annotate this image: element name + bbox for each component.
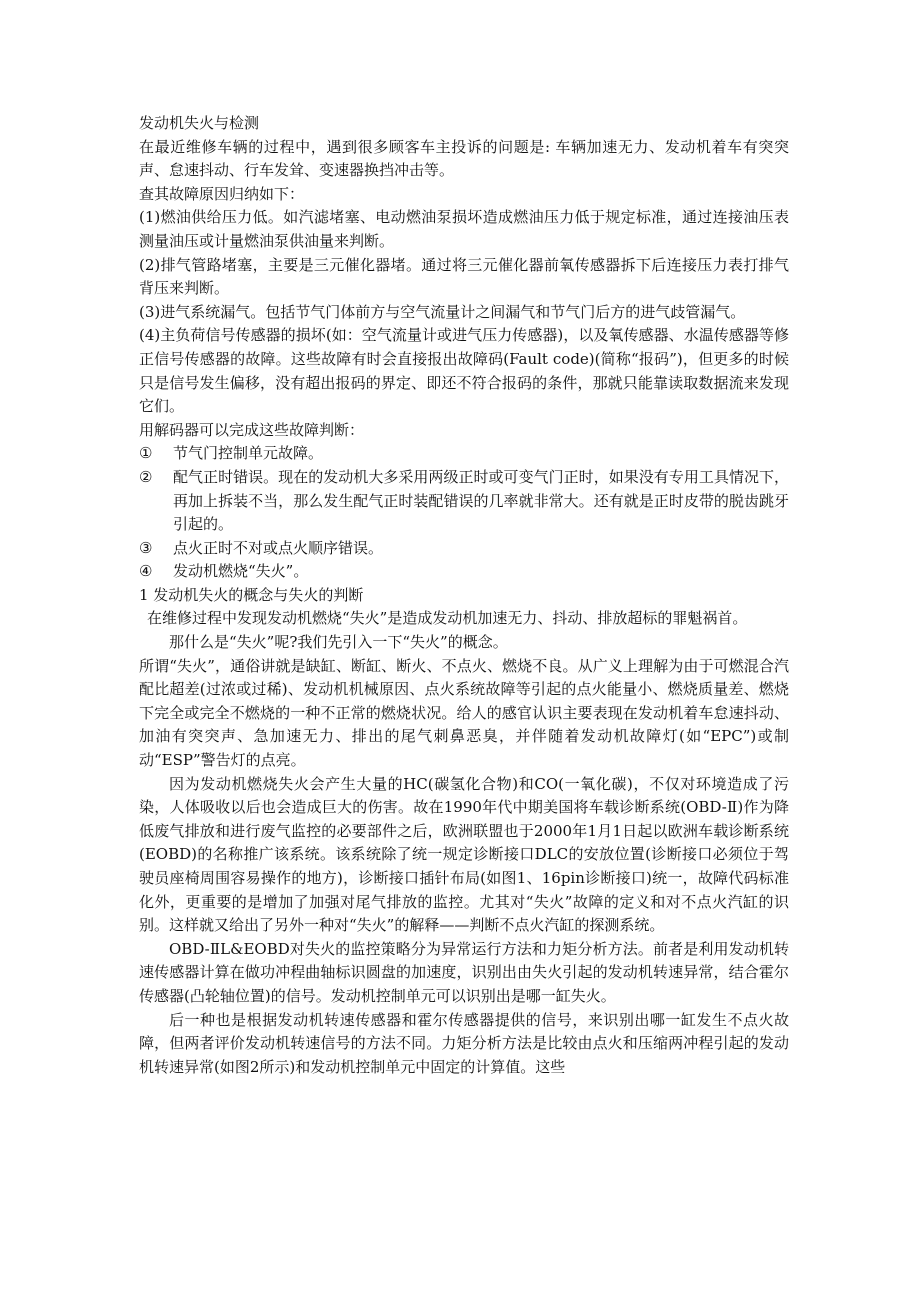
cause-item-2: (2)排气管路堵塞，主要是三元催化器堵。通过将三元催化器前氧传感器拆下后连接压力表打排气背压来判断。: [139, 255, 789, 298]
cause-item-1: (1)燃油供给压力低。如汽滤堵塞、电动燃油泵损坏造成燃油压力低于规定标准，通过连接油压表测量油压或计量燃油泵供油量来判断。: [139, 208, 789, 250]
enum-text: 配气正时错误。现在的发动机大多采用两级正时或可变气门正时，如果没有专用工具情况下，再加上拆装不当，那么发生配气正时装配错误的几率就非常大。还有就是正时皮带的脱齿跳牙引起的。: [173, 467, 789, 534]
cause-item-4: (4)主负荷信号传感器的损坏(如：空气流量计或进气压力传感器)，以及氧传感器、水温传感器等修正信号传感器的故障。这些故障有时会直接报出故障码(Fault code)(简称“报码”)，但更多的时候只是信号发生偏移，没有超出报码的界定、即还不符合报码的条件，那就只能靠读取数据流来发现它们。: [139, 326, 789, 416]
enum-marker: ④: [139, 562, 153, 581]
enum-marker: ②: [139, 467, 153, 486]
section-heading: 1 发动机失火的概念与失火的判断: [139, 585, 364, 604]
enum-marker: ③: [139, 538, 153, 557]
decoder-heading: 用解码器可以完成这些故障判断：: [139, 420, 365, 439]
decoder-item-3: [139, 537, 789, 561]
enum-text: 发动机燃烧“失火”。: [173, 562, 309, 581]
decoder-item-2: [139, 466, 789, 537]
body-paragraph-3: 因为发动机燃烧失火会产生大量的HC(碳氢化合物)和CO(一氧化碳)，不仅对环境造成了污染，人体吸收以后也会造成巨大的伤害。故在1990年代中期美国将车载诊断系统(OBD-Ⅱ)作为降低废气排放和进行废气监控的必要部件之后，欧洲联盟也于2000年1月1日起以欧洲车载诊断系统(EOBD)的名称推广该系统。该系统除了统一规定诊断接口DLC的安放位置(诊断接口必须位于驾驶员座椅周围容易操作的地方)，诊断接口插针布局(如图1、16pin诊断接口)统一，故障代码标准化外，更重要的是增加了加强对尾气排放的监控。尤其对“失火”故障的定义和对不点火汽缸的识别。这样就又给出了另外一种对“失火”的解释——判断不点火汽缸的探测系统。: [139, 774, 789, 935]
document-title: 发动机失火与检测: [139, 114, 260, 132]
document-page: [139, 112, 789, 1079]
body-paragraph-4: OBD-ⅡL&EOBD对失火的监控策略分为异常运行方法和力矩分析方法。前者是利用发动机转速传感器计算在做功冲程曲轴标识圆盘的加速度，识别出由失火引起的发动机转速异常，结合霍尔传感器(凸轮轴位置)的信号。发动机控制单元可以识别出是哪一缸失火。: [139, 939, 789, 1005]
enum-text: 节气门控制单元故障。: [173, 444, 324, 463]
section-lead-paragraph: 在维修过程中发现发动机燃烧“失火”是造成发动机加速无力、抖动、排放超标的罪魁祸首。: [147, 609, 748, 628]
causes-heading: 查其故障原因归纳如下：: [139, 184, 305, 203]
cause-item-3: (3)进气系统漏气。包括节气门体前方与空气流量计之间漏气和节气门后方的进气歧管漏气。: [139, 302, 746, 321]
decoder-item-4: [139, 560, 789, 584]
decoder-item-1: [139, 442, 789, 466]
enum-text: 点火正时不对或点火顺序错误。: [173, 538, 384, 557]
body-paragraph-5: 后一种也是根据发动机转速传感器和霍尔传感器提供的信号，来识别出哪一缸发生不点火故障，但两者评价发动机转速信号的方法不同。力矩分析方法是比较由点火和压缩两冲程引起的发动机转速异常(如图2所示)和发动机控制单元中固定的计算值。这些: [139, 1010, 789, 1076]
body-paragraph-1: 那什么是“失火”呢?我们先引入一下“失火”的概念。: [169, 633, 508, 652]
intro-paragraph: 在最近维修车辆的过程中，遇到很多顾客车主投诉的问题是: 车辆加速无力、发动机着车有突突声、怠速抖动、行车发耸、变速器换挡冲击等。: [139, 137, 789, 180]
body-paragraph-2: 所谓“失火”，通俗讲就是缺缸、断缸、断火、不点火、燃烧不良。从广义上理解为由于可燃混合汽配比超差(过浓或过稀)、发动机机械原因、点火系统故障等引起的点火能量小、燃烧质量差、燃烧下完全或完全不燃烧的一种不正常的燃烧状况。给人的感官认识主要表现在发动机着车怠速抖动、加油有突突声、急加速无力、排出的尾气刺鼻恶臭，并伴随着发动机故障灯(如“EPC”)或制动“ESP”警告灯的点亮。: [139, 656, 789, 770]
enum-marker: ①: [139, 444, 153, 463]
